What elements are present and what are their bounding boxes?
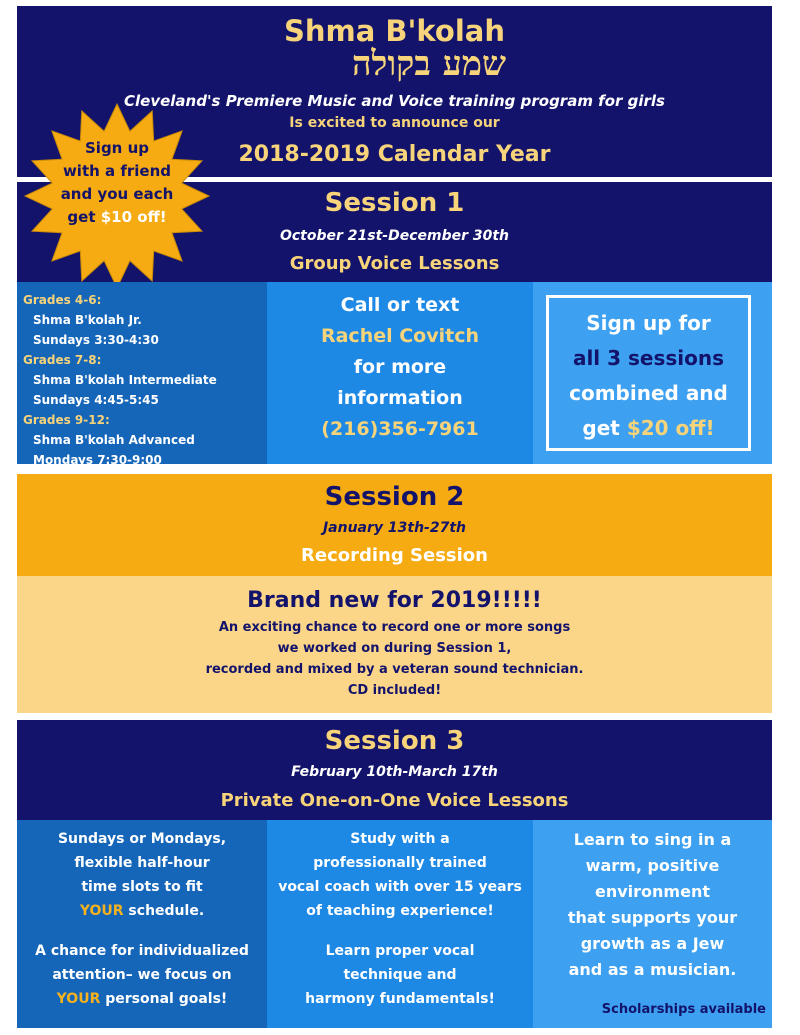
grade-time: Mondays 7:30-9:00 (33, 453, 162, 467)
s3-text: growth as a Jew (580, 934, 725, 953)
combo-line1: Sign up for (586, 311, 711, 335)
combo-amount: $20 off! (626, 416, 715, 440)
session2-dates: January 13th-27th (322, 520, 467, 536)
session3-subtitle: Private One-on-One Voice Lessons (220, 790, 569, 811)
tagline: Cleveland's Premiere Music and Voice training program for girls (124, 92, 665, 110)
grade-class: Shma B'kolah Jr. (33, 313, 142, 327)
s3-text: harmony fundamentals! (305, 991, 495, 1007)
program-title-hebrew: שמע בקולה (352, 44, 507, 84)
s3-text: Sundays or Mondays, (57, 831, 227, 847)
grade-time: Sundays 3:30-4:30 (33, 333, 159, 347)
calendar-year: 2018-2019 Calendar Year (238, 142, 551, 167)
session2-subtitle: Recording Session (301, 545, 488, 566)
grade-class: Shma B'kolah Advanced (33, 433, 195, 447)
s3-text: Learn proper vocal (325, 943, 475, 959)
contact-line3: for more (353, 356, 447, 378)
grade-label: Grades 7-8: (23, 353, 102, 367)
grade-class: Shma B'kolah Intermediate (33, 373, 217, 387)
s3-text: environment (595, 882, 710, 901)
session3-environment (533, 820, 772, 1028)
s3-text: of teaching experience! (306, 903, 494, 919)
promo-line2: with a friend (62, 162, 172, 180)
contact-info (267, 282, 533, 464)
s3-text: attention– we focus on (52, 967, 232, 983)
s3-text: warm, positive (585, 856, 720, 875)
s3-text: YOUR schedule. (79, 903, 205, 919)
session1-grades (17, 282, 267, 467)
combo-line3: combined and (569, 381, 728, 405)
s3-text: time slots to fit (81, 879, 203, 895)
session1-dates: October 21st-December 30th (279, 228, 510, 244)
contact-name: Rachel Covitch (320, 325, 480, 347)
s3-text: Learn to sing in a (573, 830, 732, 849)
s3-text: A chance for individualized (35, 943, 249, 959)
grade-label: Grades 4-6: (23, 293, 102, 307)
friend-promo (42, 137, 192, 229)
session3-coach (267, 820, 533, 1028)
s3-text: technique and (343, 967, 457, 983)
combo-line2: all 3 sessions (572, 346, 725, 370)
session1-subtitle: Group Voice Lessons (289, 253, 500, 274)
grade-label: Grades 9-12: (23, 413, 110, 427)
session2-headline: Brand new for 2019!!!!! (247, 588, 542, 613)
combo-offer-box (546, 295, 751, 451)
scholarships-note: Scholarships available (601, 1002, 766, 1017)
session1-title: Session 1 (324, 188, 465, 218)
session3-header (17, 720, 772, 820)
s3-text: vocal coach with over 15 years (278, 879, 522, 895)
session3-title: Session 3 (324, 726, 465, 756)
s3-text: and as a musician. (568, 960, 737, 979)
combo-line4: get $20 off! (582, 416, 715, 440)
contact-line4: information (337, 387, 463, 409)
promo-line1: Sign up (85, 139, 149, 157)
grade-time: Sundays 4:45-5:45 (33, 393, 159, 407)
announcement: Is excited to announce our (289, 115, 500, 131)
session2-line: we worked on during Session 1, (277, 641, 512, 656)
s3-text: professionally trained (313, 855, 487, 871)
program-title: Shma B'kolah (284, 14, 505, 48)
contact-line1: Call or text (340, 294, 460, 316)
session2-body (17, 576, 772, 713)
s3-text: flexible half-hour (74, 855, 210, 871)
session2-header (17, 474, 772, 576)
session2-line: CD included! (347, 683, 442, 698)
promo-line3: and you each (60, 185, 174, 203)
s3-text: Study with a (350, 831, 450, 847)
contact-phone: (216)356-7961 (321, 418, 479, 440)
promo-amount: $10 off! (100, 208, 167, 226)
session3-dates: February 10th-March 17th (291, 764, 498, 780)
s3-text: that supports your (567, 908, 738, 927)
session2-line: An exciting chance to record one or more songs (218, 620, 571, 635)
session3-schedule (17, 820, 267, 1028)
promo-line4: get $10 off! (67, 208, 167, 226)
session2-title: Session 2 (324, 482, 465, 512)
s3-text: YOUR personal goals! (56, 991, 228, 1007)
session2-line: recorded and mixed by a veteran sound technician. (205, 662, 584, 677)
